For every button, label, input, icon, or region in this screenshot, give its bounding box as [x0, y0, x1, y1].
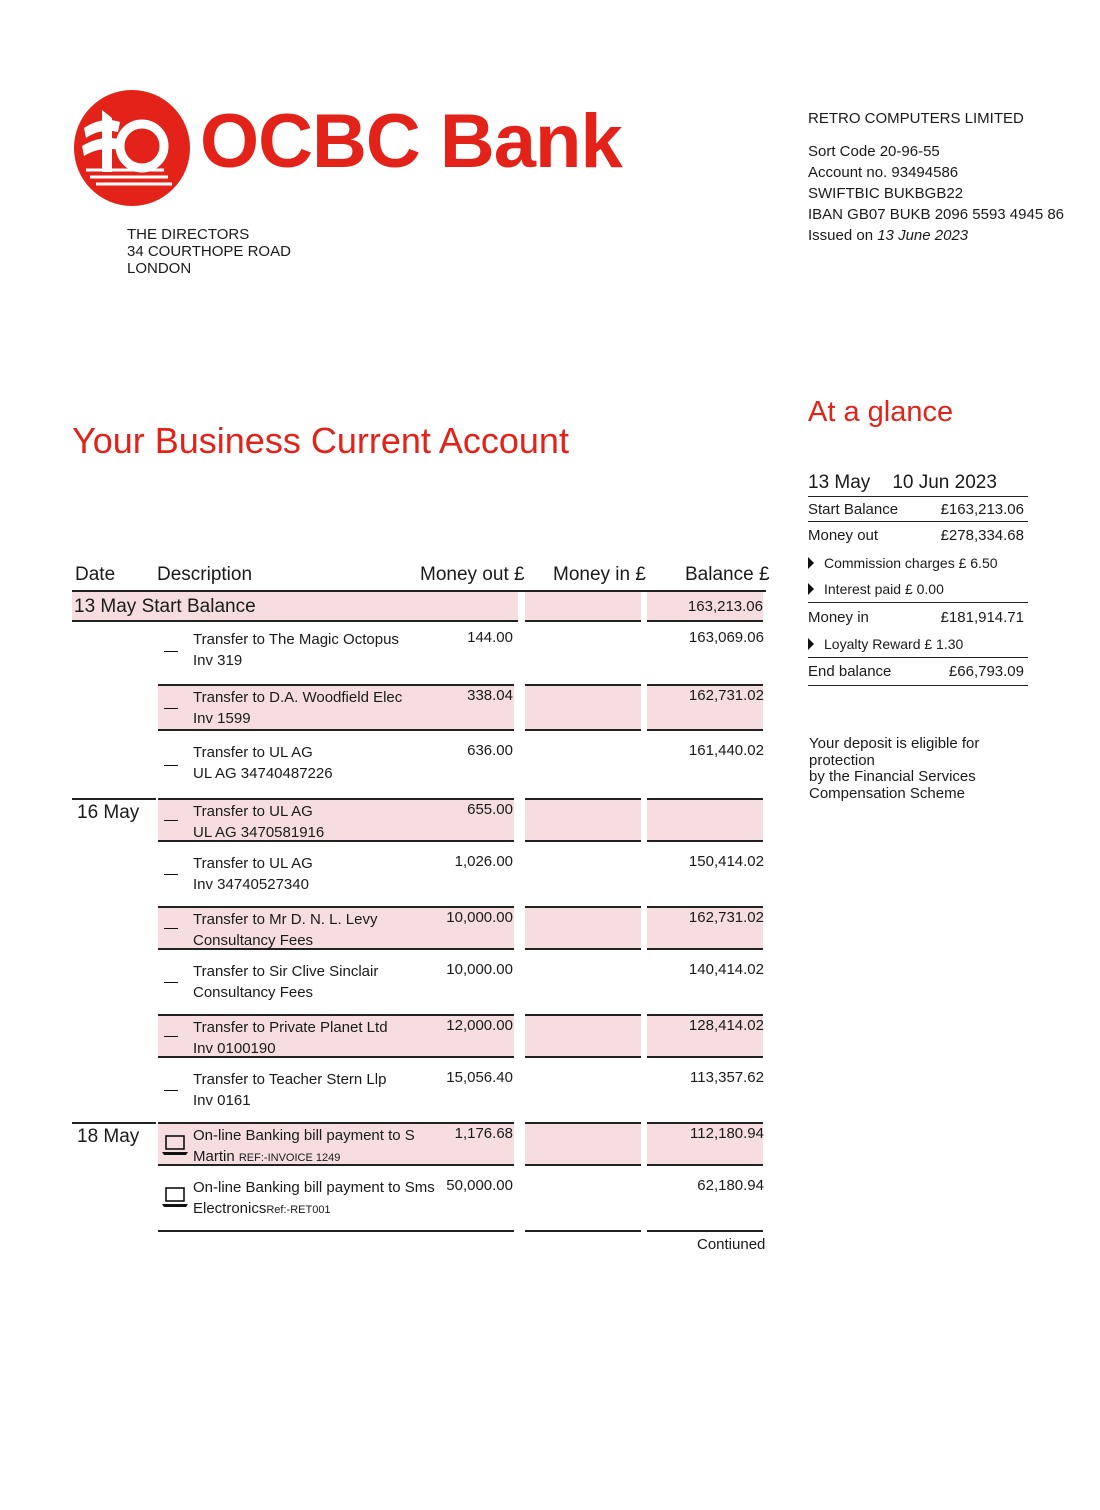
address-line: THE DIRECTORS — [127, 226, 250, 243]
issued-on — [808, 225, 1064, 246]
dash-icon — [164, 708, 178, 709]
row-balance: 161,440.02 — [688, 742, 764, 759]
row-description — [193, 1069, 386, 1111]
dash-icon — [164, 982, 178, 983]
table-row — [72, 846, 766, 902]
row-description — [193, 801, 324, 843]
account-details — [808, 108, 1064, 246]
row-description — [193, 742, 333, 784]
start-balance-label: Start Balance — [808, 500, 899, 518]
money-in-label: Money in — [808, 608, 869, 626]
row-cell — [525, 1174, 641, 1232]
description-line1: Transfer to The Magic Octopus — [193, 631, 399, 648]
row-money-out: 10,000.00 — [446, 909, 513, 926]
fscs-notice — [809, 736, 1049, 802]
row-description — [193, 853, 313, 895]
recipient-address — [127, 226, 291, 277]
junk-boat-logo-icon — [72, 88, 192, 208]
description-line1: Transfer to UL AG — [193, 855, 313, 872]
company-name: RETRO COMPUTERS LIMITED — [808, 110, 1024, 127]
description-line1: Transfer to D.A. Woodfield Elec — [193, 689, 403, 706]
description-line2: UL AG 34740487226 — [193, 765, 333, 782]
period-start: 13 May — [808, 472, 871, 493]
table-header — [72, 560, 770, 590]
dash-icon — [164, 765, 178, 766]
description-line1: On-line Banking bill payment to S — [193, 1127, 415, 1144]
row-money-out: 1,176.68 — [454, 1125, 513, 1142]
continued-label: Contiuned — [697, 1236, 766, 1253]
address-line: LONDON — [127, 260, 192, 277]
row-description — [193, 1125, 415, 1169]
glance-money-in — [808, 603, 1028, 631]
row-balance: 128,414.02 — [688, 1017, 764, 1034]
date-divider — [72, 1122, 156, 1124]
description-line1: Transfer to Teacher Stern Llp — [193, 1071, 387, 1088]
start-balance-value: £163,213.06 — [940, 500, 1024, 518]
row-balance: 150,414.02 — [688, 853, 764, 870]
row-date: 18 May — [77, 1126, 140, 1147]
money-in-value: £181,914.71 — [940, 608, 1024, 626]
date-divider — [72, 798, 156, 800]
description-line2: Inv 0100190 — [193, 1040, 276, 1057]
row-cell — [525, 739, 641, 790]
address-line: 34 COURTHOPE ROAD — [127, 243, 291, 260]
row-balance: 140,414.02 — [688, 961, 764, 978]
dash-icon — [164, 820, 178, 821]
description-line1: Transfer to Sir Clive Sinclair — [193, 963, 379, 980]
start-balance-value: 163,213.06 — [687, 598, 763, 615]
period-end: 10 Jun 2023 — [892, 472, 997, 493]
glance-money-out — [808, 522, 1028, 549]
laptop-icon — [161, 1186, 189, 1208]
row-money-out: 10,000.00 — [446, 961, 513, 978]
header-balance: Balance £ — [685, 564, 770, 585]
end-balance-value: £66,793.09 — [948, 663, 1024, 680]
row-money-out: 144.00 — [467, 629, 513, 646]
end-balance-label: End balance — [808, 663, 892, 680]
row-money-out: 655.00 — [467, 801, 513, 818]
description-line1: On-line Banking bill payment to Sms — [193, 1179, 435, 1196]
table-row — [72, 1062, 766, 1118]
start-balance-row — [72, 590, 766, 622]
row-balance: 62,180.94 — [697, 1177, 764, 1194]
description-line1: Transfer to Private Planet Ltd — [193, 1019, 388, 1036]
glance-interest — [808, 576, 1028, 603]
table-row — [72, 954, 766, 1010]
row-cell — [525, 906, 641, 950]
commission-text: Commission charges £ 6.50 — [824, 554, 998, 571]
row-description — [193, 909, 378, 951]
transactions-table — [72, 560, 770, 1236]
dash-icon — [164, 928, 178, 929]
table-row — [72, 1010, 766, 1062]
glance-commission — [808, 549, 1028, 576]
row-balance: 162,731.02 — [688, 909, 764, 926]
table-row — [72, 902, 766, 954]
description-line2: Inv 34740527340 — [193, 876, 309, 893]
laptop-icon — [161, 1134, 189, 1156]
glance-title: At a glance — [808, 396, 954, 428]
description-line2: Martin REF:-INVOICE 1249 — [193, 1148, 341, 1165]
table-row — [72, 622, 766, 680]
row-description — [193, 629, 399, 671]
table-row — [72, 794, 766, 846]
description-line2: Inv 0161 — [193, 1092, 251, 1109]
dash-icon — [164, 874, 178, 875]
table-row — [72, 1118, 766, 1170]
row-date: 16 May — [77, 802, 140, 823]
row-money-out: 338.04 — [467, 687, 513, 704]
row-cell — [525, 1066, 641, 1114]
row-balance: 163,069.06 — [688, 629, 764, 646]
description-line2: ElectronicsRef:-RET001 — [193, 1200, 331, 1217]
row-description — [193, 961, 378, 1003]
glance-panel — [808, 472, 1028, 686]
row-cell — [525, 1122, 641, 1166]
description-line2: Inv 319 — [193, 652, 243, 669]
interest-text: Interest paid £ 0.00 — [824, 581, 944, 597]
table-row — [72, 1170, 766, 1236]
issued-label: Issued on — [808, 227, 878, 244]
header-date: Date — [75, 564, 116, 585]
description-ref: REF:-INVOICE 1249 — [238, 1152, 341, 1164]
account-number: Account no. 93494586 — [808, 164, 959, 181]
description-line1: Transfer to UL AG — [193, 803, 313, 820]
row-balance: 162,731.02 — [688, 687, 764, 704]
row-money-out: 636.00 — [467, 742, 513, 759]
table-row — [72, 680, 766, 735]
table-row — [72, 735, 766, 794]
glance-loyalty — [808, 631, 1028, 658]
row-balance: 112,180.94 — [690, 1125, 764, 1142]
dash-icon — [164, 651, 178, 652]
row-cell — [525, 850, 641, 898]
start-balance-label: 13 May Start Balance — [74, 596, 256, 617]
money-out-value: £278,334.68 — [940, 527, 1024, 544]
fscs-line: Your deposit is eligible for protection — [809, 735, 980, 769]
row-cell — [525, 798, 641, 842]
description-line1: Transfer to UL AG — [193, 744, 313, 761]
description-line2: Consultancy Fees — [193, 932, 314, 949]
row-cell — [647, 798, 763, 842]
loyalty-text: Loyalty Reward £ 1.30 — [824, 636, 964, 652]
dash-icon — [164, 1036, 178, 1037]
header-money-in: Money in £ — [553, 564, 646, 585]
description-ref: Ref:-RET001 — [266, 1204, 331, 1216]
row-money-out: 50,000.00 — [446, 1177, 513, 1194]
row-cell — [525, 626, 641, 676]
row-description — [193, 1017, 388, 1059]
row-cell — [525, 684, 641, 731]
fscs-line: by the Financial Services — [809, 768, 976, 785]
glance-end-balance — [808, 658, 1028, 686]
row-money-out: 15,056.40 — [446, 1069, 513, 1086]
description-line2: UL AG 3470581916 — [193, 824, 325, 841]
row-money-out: 1,026.00 — [454, 853, 513, 870]
issued-date: 13 June 2023 — [877, 227, 969, 244]
money-out-label: Money out — [808, 527, 879, 544]
fscs-line: Compensation Scheme — [809, 784, 965, 802]
row-description — [193, 687, 402, 729]
sort-code: Sort Code 20-96-55 — [808, 143, 940, 160]
dash-icon — [164, 1090, 178, 1091]
row-description — [193, 1177, 435, 1221]
description-line1: Transfer to Mr D. N. L. Levy — [193, 911, 378, 928]
triangle-right-icon — [808, 557, 814, 569]
row-cell — [525, 1014, 641, 1058]
row-balance: 113,357.62 — [690, 1069, 764, 1086]
iban: IBAN GB07 BUKB 2096 5593 4945 86 — [808, 206, 1065, 223]
glance-period — [808, 472, 1028, 497]
page-title: Your Business Current Account — [72, 420, 569, 461]
bank-name: OCBC Bank — [200, 99, 622, 184]
row-cell — [525, 958, 641, 1006]
glance-start-balance — [808, 497, 1028, 522]
triangle-right-icon — [808, 583, 814, 595]
row-money-out: 12,000.00 — [446, 1017, 513, 1034]
swift-code: SWIFTBIC BUKBGB22 — [808, 185, 964, 202]
triangle-right-icon — [808, 638, 814, 650]
description-line2: Consultancy Fees — [193, 984, 314, 1001]
header-description: Description — [157, 564, 253, 585]
description-line2: Inv 1599 — [193, 710, 251, 727]
header-money-out: Money out £ — [420, 564, 525, 585]
